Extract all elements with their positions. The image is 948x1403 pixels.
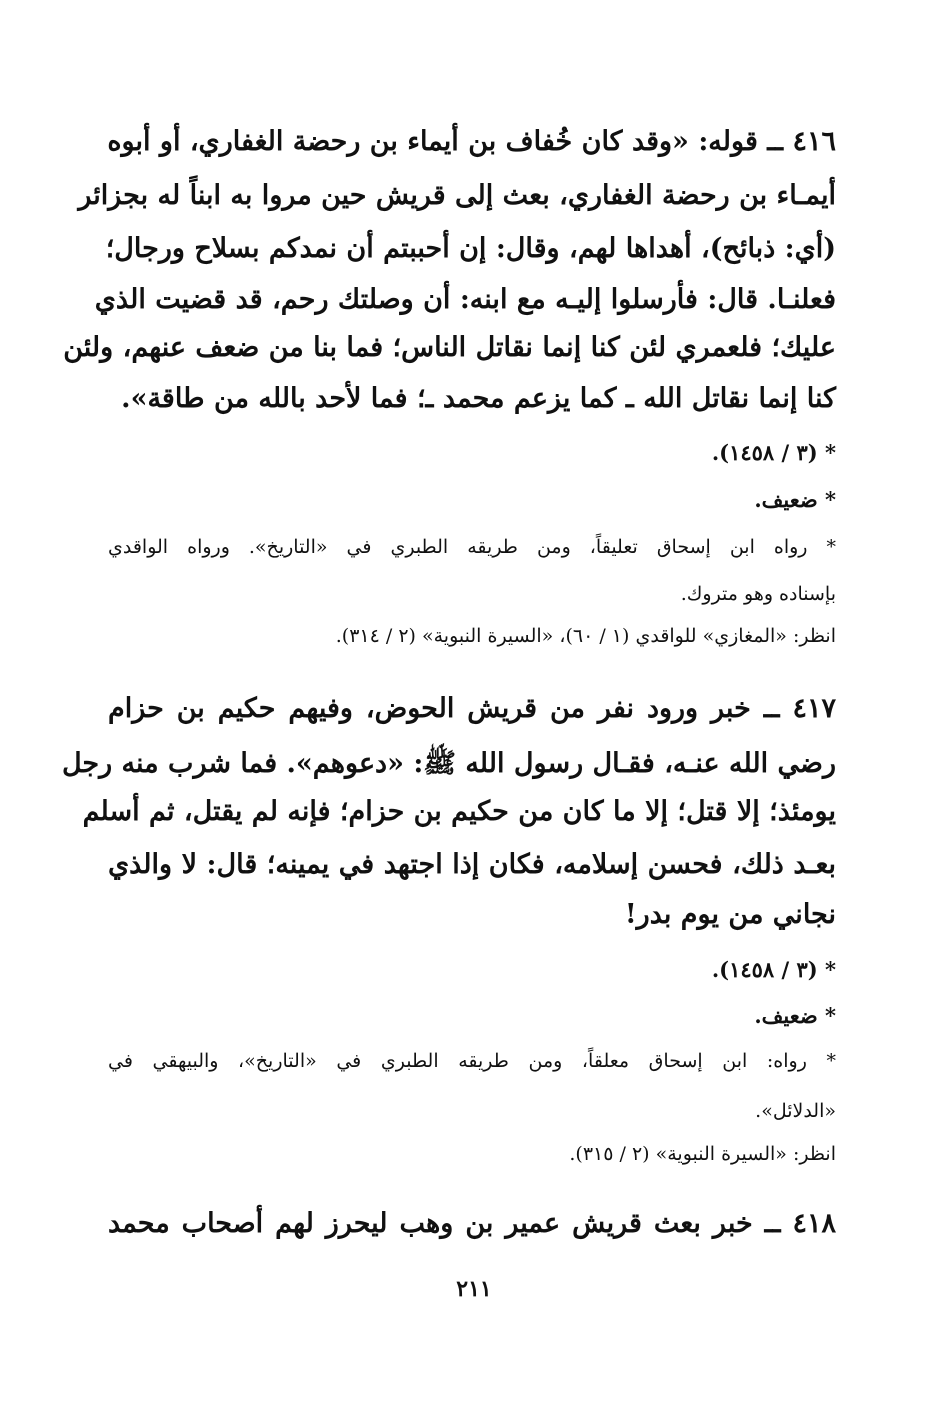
entry-416-line-1: ٤١٦ ــ قوله: «وقد كان خُفاف بن أيماء بن رحضة الغفاري، أو أبوه [107,126,836,157]
entry-417-line-1: ٤١٧ ــ خبر ورود نفر من قريش الحوض، وفيهم حكيم بن حزام [108,693,836,724]
entry-416-line-6: كنا إنما نقاتل الله ـ كما يزعم محمد ـ؛ فما لأحد بالله من طاقة». [121,383,836,414]
entry-418-line-1: ٤١٨ ــ خبر بعث قريش عمير بن وهب ليحرز لهم أصحاب محمد [108,1208,836,1239]
entry-416-line-3: (أي: ذبائح)، أهداها لهم، وقال: إن أحببتم أن نمدكم بسلاح ورجال؛ [105,233,836,264]
entry-417-line-4: بعـد ذلك، فحسن إسلامه، فكان إذا اجتهد في يمينه؛ قال: لا والذي [108,849,836,880]
entry-417-reference: * (٣ / ١٤٥٨). [711,957,836,982]
entry-416-line-4: فعلنـا. قال: فأرسلوا إليـه مع ابنه: أن وصلتك رحم، قد قضيت الذي [94,284,836,315]
entry-417-see-also: انظر: «السيرة النبوية» (٢ / ٣١٥). [569,1143,836,1165]
entry-417-note-1: * رواه: ابن إسحاق معلقاً، ومن طريقه الطبري في «التاريخ»، والبيهقي في [108,1050,836,1072]
entry-417-line-5: نجاني من يوم بدر! [624,899,836,930]
entry-417-line-2: رضي الله عنـه، فقـال رسول الله ﷺ: «دعوهم». فما شرب منه رجل [61,748,836,779]
entry-416-reference: * (٣ / ١٤٥٨). [711,440,836,465]
entry-417-note-2: «الدلائل». [755,1100,836,1122]
entry-416-note-1: * رواه ابن إسحاق تعليقاً، ومن طريقه الطبري في «التاريخ». ورواه الواقدي [108,536,836,558]
entry-417-line-3: يومئذ؛ إلا قتل؛ إلا ما كان من حكيم بن حزام؛ فإنه لم يقتل، ثم أسلم [82,796,836,827]
entry-416-line-5: عليك؛ فلعمري لئن كنا إنما نقاتل الناس؛ فما بنا من ضعف عنهم، ولئن [63,332,836,363]
entry-416-see-also: انظر: «المغازي» للواقدي (١ / ٦٠)، «السيرة النبوية» (٢ / ٣١٤). [335,625,836,647]
entry-417-grade: * ضعيف. [754,1003,836,1028]
entry-416-note-2: بإسناده وهو متروك. [680,583,836,605]
page-number: ٢١١ [456,1276,492,1302]
entry-416-line-2: أيمـاء بن رحضة الغفاري، بعث إلى قريش حين مروا به ابناً له بجزائر [78,180,836,211]
entry-416-grade: * ضعيف. [754,487,836,512]
